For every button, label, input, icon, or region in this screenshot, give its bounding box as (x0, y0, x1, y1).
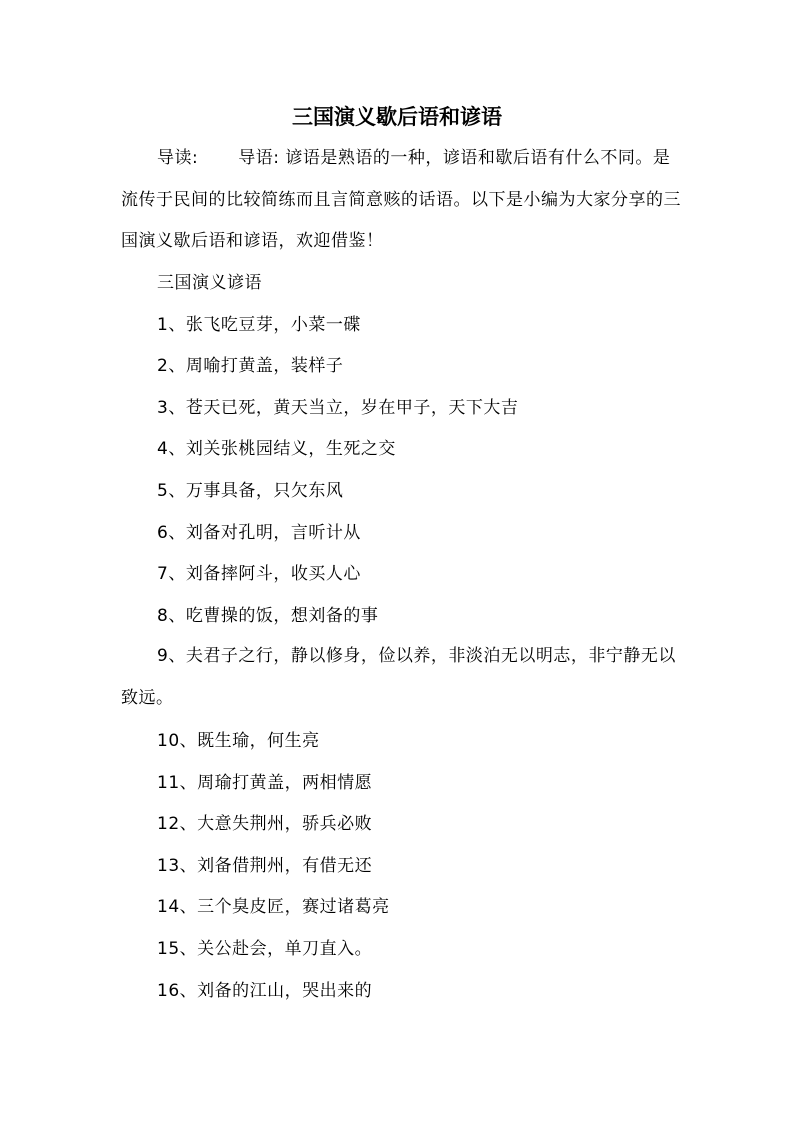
intro-paragraph (121, 138, 681, 263)
list-item: 10、既生瑜，何生亮 (157, 731, 320, 751)
list-item: 4、刘关张桃园结义，生死之交 (157, 439, 396, 459)
list-item: 6、刘备对孔明，言听计从 (157, 523, 361, 543)
list-item: 13、刘备借荆州，有借无还 (157, 856, 373, 876)
list-item: 1、张飞吃豆芽，小菜一碟 (157, 315, 361, 335)
list-item: 12、大意失荆州，骄兵必败 (157, 814, 373, 834)
list-item: 7、刘备摔阿斗，收买人心 (157, 564, 361, 584)
list-item: 11、周瑜打黄盖，两相情愿 (157, 773, 373, 793)
list-item: 3、苍天已死，黄天当立，岁在甲子，天下大吉 (157, 398, 519, 418)
list-item: 2、周喻打黄盖，装样子 (157, 356, 344, 376)
section-heading: 三国演义谚语 (157, 273, 262, 293)
list-item-text: 9、夫君子之行，静以修身，俭以养，非淡泊无以明志，非宁静无以致远。 (121, 646, 676, 708)
intro-label: 导读: (157, 148, 199, 168)
list-item-wrapped (121, 636, 681, 719)
intro-text: 导语: 谚语是熟语的一种，谚语和歇后语有什么不同。是流传于民间的比较简练而且言简意赅的话语。以下是小编为大家分享的三国演义歇后语和谚语，欢迎借鉴！ (121, 148, 681, 252)
document-title: 三国演义歇后语和谚语 (292, 104, 502, 129)
list-item: 16、刘备的江山，哭出来的 (157, 981, 373, 1001)
list-item: 15、关公赴会，单刀直入。 (157, 939, 373, 959)
list-item: 8、吃曹操的饭，想刘备的事 (157, 606, 379, 626)
list-item: 5、万事具备，只欠东风 (157, 481, 344, 501)
list-item: 14、三个臭皮匠，赛过诸葛亮 (157, 897, 390, 917)
